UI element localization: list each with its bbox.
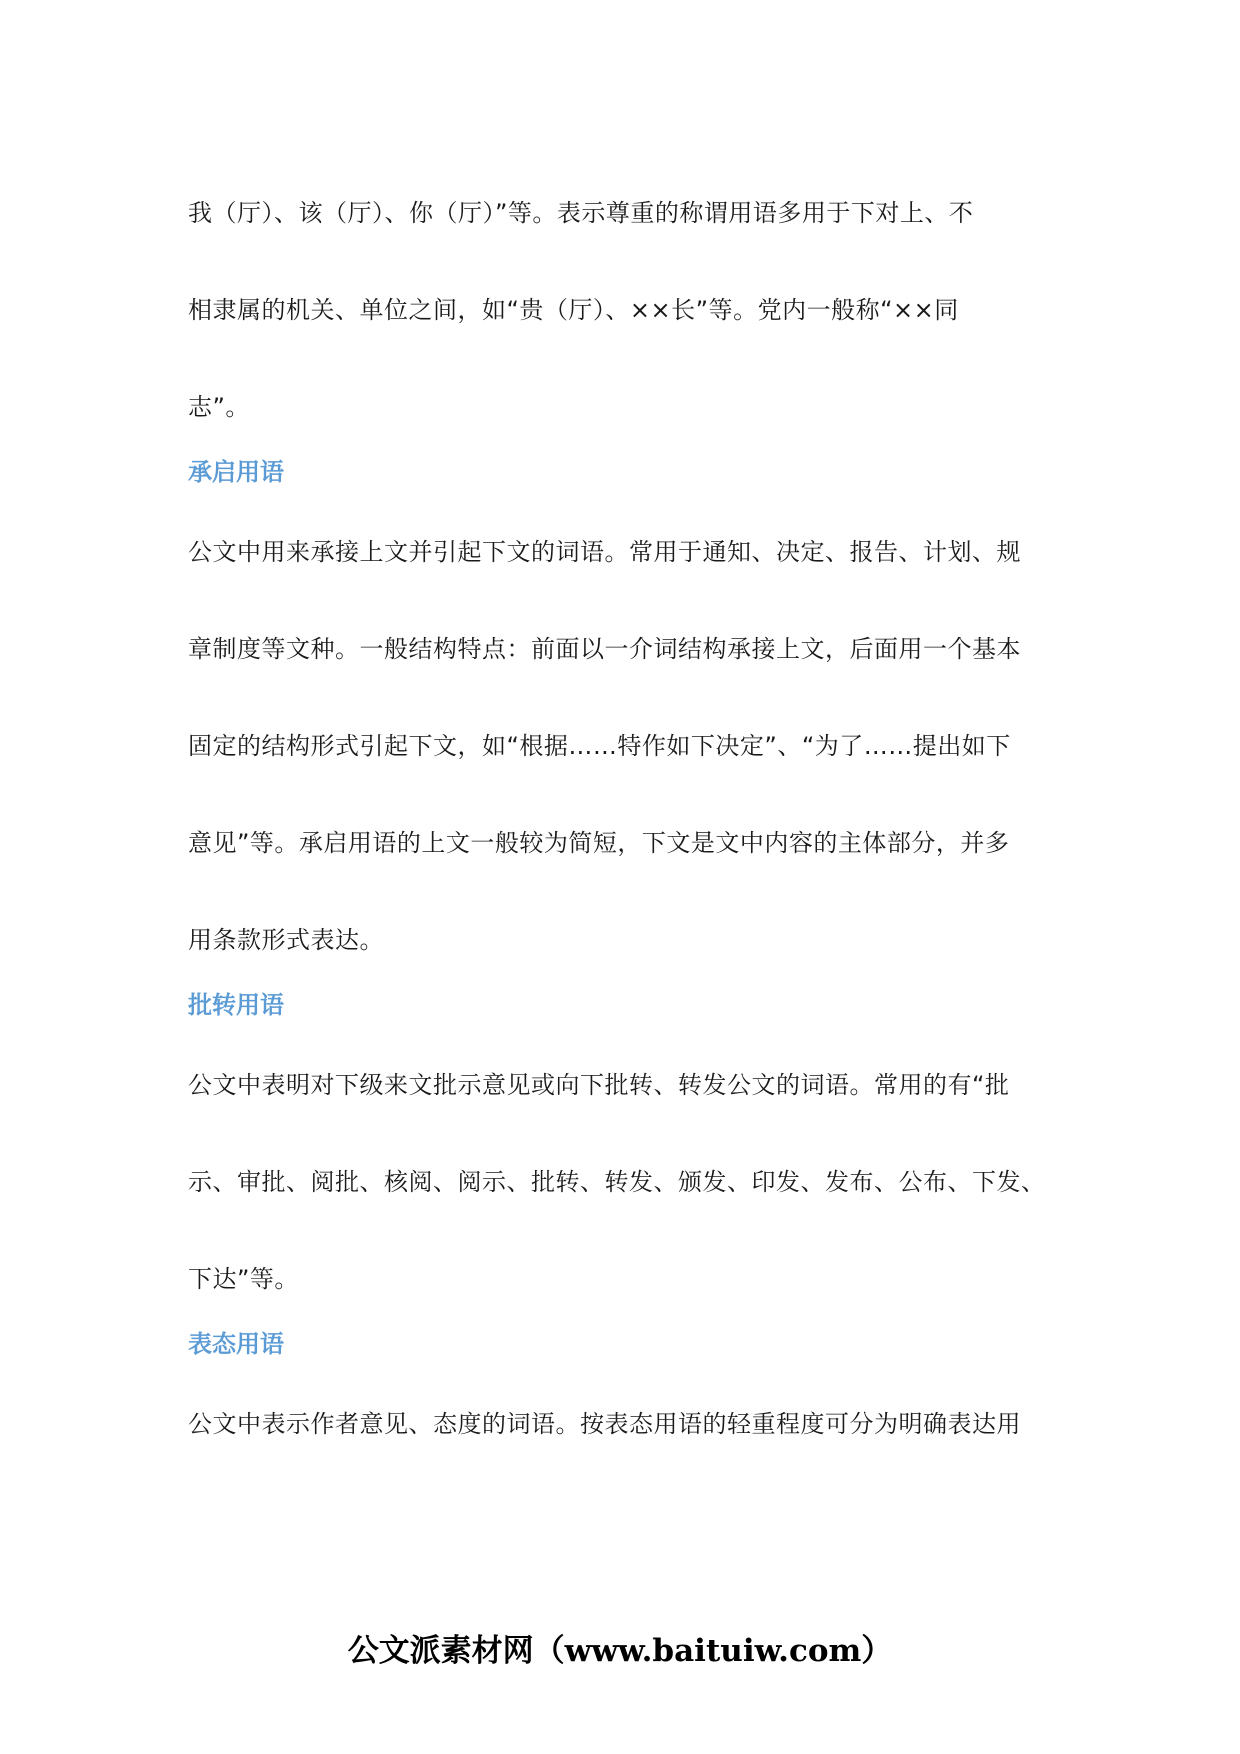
section-heading-stance-terms: 表态用语 bbox=[188, 1330, 284, 1358]
document-body bbox=[188, 165, 1068, 1473]
footer-site-credit: 公文派素材网（www.baituiw.com） bbox=[347, 1633, 893, 1669]
section-heading-transition-terms: 承启用语 bbox=[188, 458, 284, 486]
text-line: 相隶属的机关、单位之间，如“贵（厅）、××长”等。党内一般称“××同 bbox=[188, 296, 959, 324]
text-line: 公文中表明对下级来文批示意见或向下批转、转发公文的词语。常用的有“批 bbox=[188, 1071, 1010, 1099]
text-line: 用条款形式表达。 bbox=[188, 926, 384, 954]
section-heading-approval-terms: 批转用语 bbox=[188, 991, 284, 1019]
text-line: 章制度等文种。一般结构特点：前面以一介词结构承接上文，后面用一个基本 bbox=[188, 635, 1021, 663]
text-line: 示、审批、阅批、核阅、阅示、批转、转发、颁发、印发、发布、公布、下发、 bbox=[188, 1168, 1046, 1196]
text-line: 下达”等。 bbox=[188, 1265, 299, 1293]
text-line: 意见”等。承启用语的上文一般较为简短，下文是文中内容的主体部分，并多 bbox=[188, 829, 1010, 857]
paragraph-transition-terms bbox=[188, 504, 1068, 989]
paragraph-forms-of-address bbox=[188, 165, 1068, 456]
text-line: 固定的结构形式引起下文，如“根据……特作如下决定”、“为了……提出如下 bbox=[188, 732, 1011, 760]
text-line: 公文中用来承接上文并引起下文的词语。常用于通知、决定、报告、计划、规 bbox=[188, 538, 1021, 566]
text-line: 志”。 bbox=[188, 393, 250, 421]
text-line: 公文中表示作者意见、态度的词语。按表态用语的轻重程度可分为明确表达用 bbox=[188, 1410, 1021, 1438]
paragraph-approval-terms bbox=[188, 1037, 1068, 1328]
paragraph-stance-terms bbox=[188, 1376, 1068, 1473]
text-line: 我（厅）、该（厅）、你（厅）”等。表示尊重的称谓用语多用于下对上、不 bbox=[188, 199, 974, 227]
